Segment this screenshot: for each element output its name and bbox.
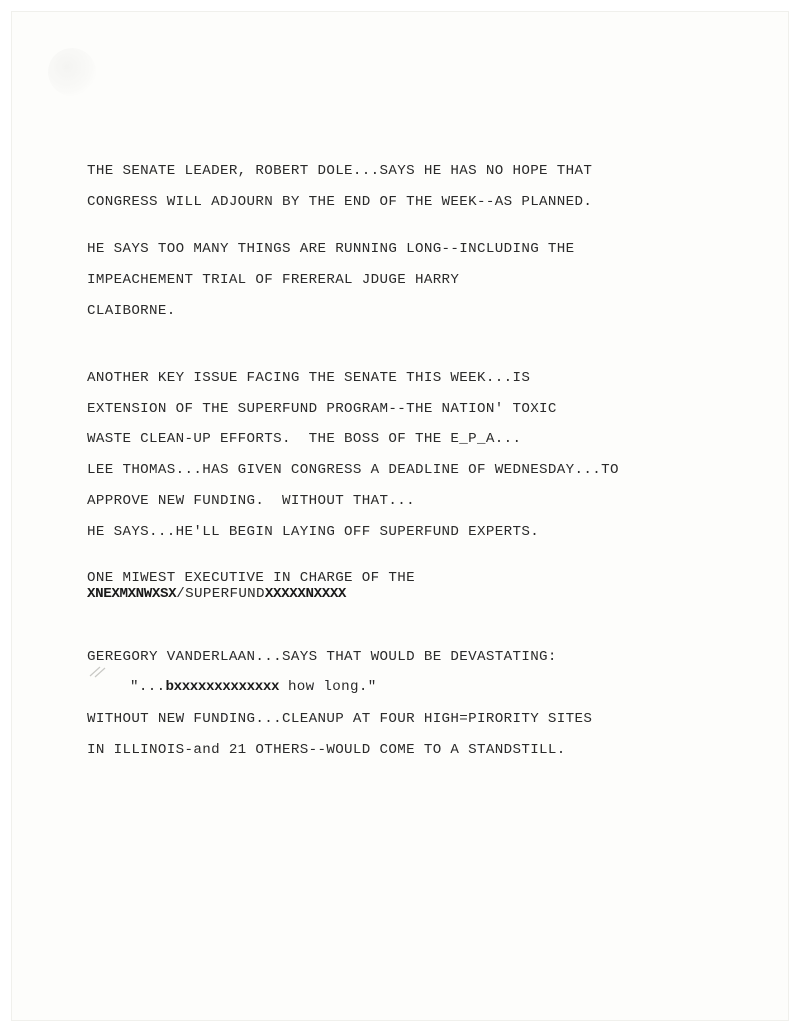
struck-out-text: XXXXXNXXXX (264, 586, 347, 602)
text-line: HE SAYS...HE'LL BEGIN LAYING OFF SUPERFUND EXPERTS. (87, 524, 540, 540)
paper-smudge (48, 48, 96, 96)
struck-out-text: bxxxxxxxxxxxxx (165, 679, 280, 695)
text-line: HE SAYS TOO MANY THINGS ARE RUNNING LONG--INCLUDING THE (87, 241, 575, 257)
text-line: ANOTHER KEY ISSUE FACING THE SENATE THIS WEEK...IS (87, 370, 531, 386)
text-line: IMPEACHEMENT TRIAL OF FRERERAL JDUGE HARRY (87, 272, 460, 288)
text-line: LEE THOMAS...HAS GIVEN CONGRESS A DEADLINE OF WEDNESDAY...TO (87, 462, 619, 478)
text-line: CLAIBORNE. (87, 303, 176, 319)
quote-line (130, 678, 377, 696)
text-line: WITHOUT NEW FUNDING...CLEANUP AT FOUR HIGH=PIRORITY SITES (87, 711, 593, 727)
text-line: ONE MIWEST EXECUTIVE IN CHARGE OF THE (87, 570, 415, 586)
struck-text-line (87, 585, 346, 603)
text-line: WASTE CLEAN-UP EFFORTS. THE BOSS OF THE E_P_A... (87, 431, 522, 447)
struck-out-text: XNEXMXNWXSX (87, 586, 177, 602)
line-text: "... (130, 679, 166, 695)
text-line: GEREGORY VANDERLAAN...SAYS THAT WOULD BE DEVASTATING: (87, 649, 557, 665)
text-line: THE SENATE LEADER, ROBERT DOLE...SAYS HE HAS NO HOPE THAT (87, 163, 593, 179)
line-text: how long." (279, 679, 377, 695)
text-line: IN ILLINOIS-and 21 OTHERS--WOULD COME TO A STANDSTILL. (87, 742, 566, 758)
text-line: APPROVE NEW FUNDING. WITHOUT THAT... (87, 493, 415, 509)
pen-mark-icon (88, 664, 114, 678)
text-line: CONGRESS WILL ADJOURN BY THE END OF THE WEEK--AS PLANNED. (87, 194, 593, 210)
text-line: EXTENSION OF THE SUPERFUND PROGRAM--THE NATION' TOXIC (87, 401, 557, 417)
line-text: /SUPERFUND (176, 586, 265, 602)
